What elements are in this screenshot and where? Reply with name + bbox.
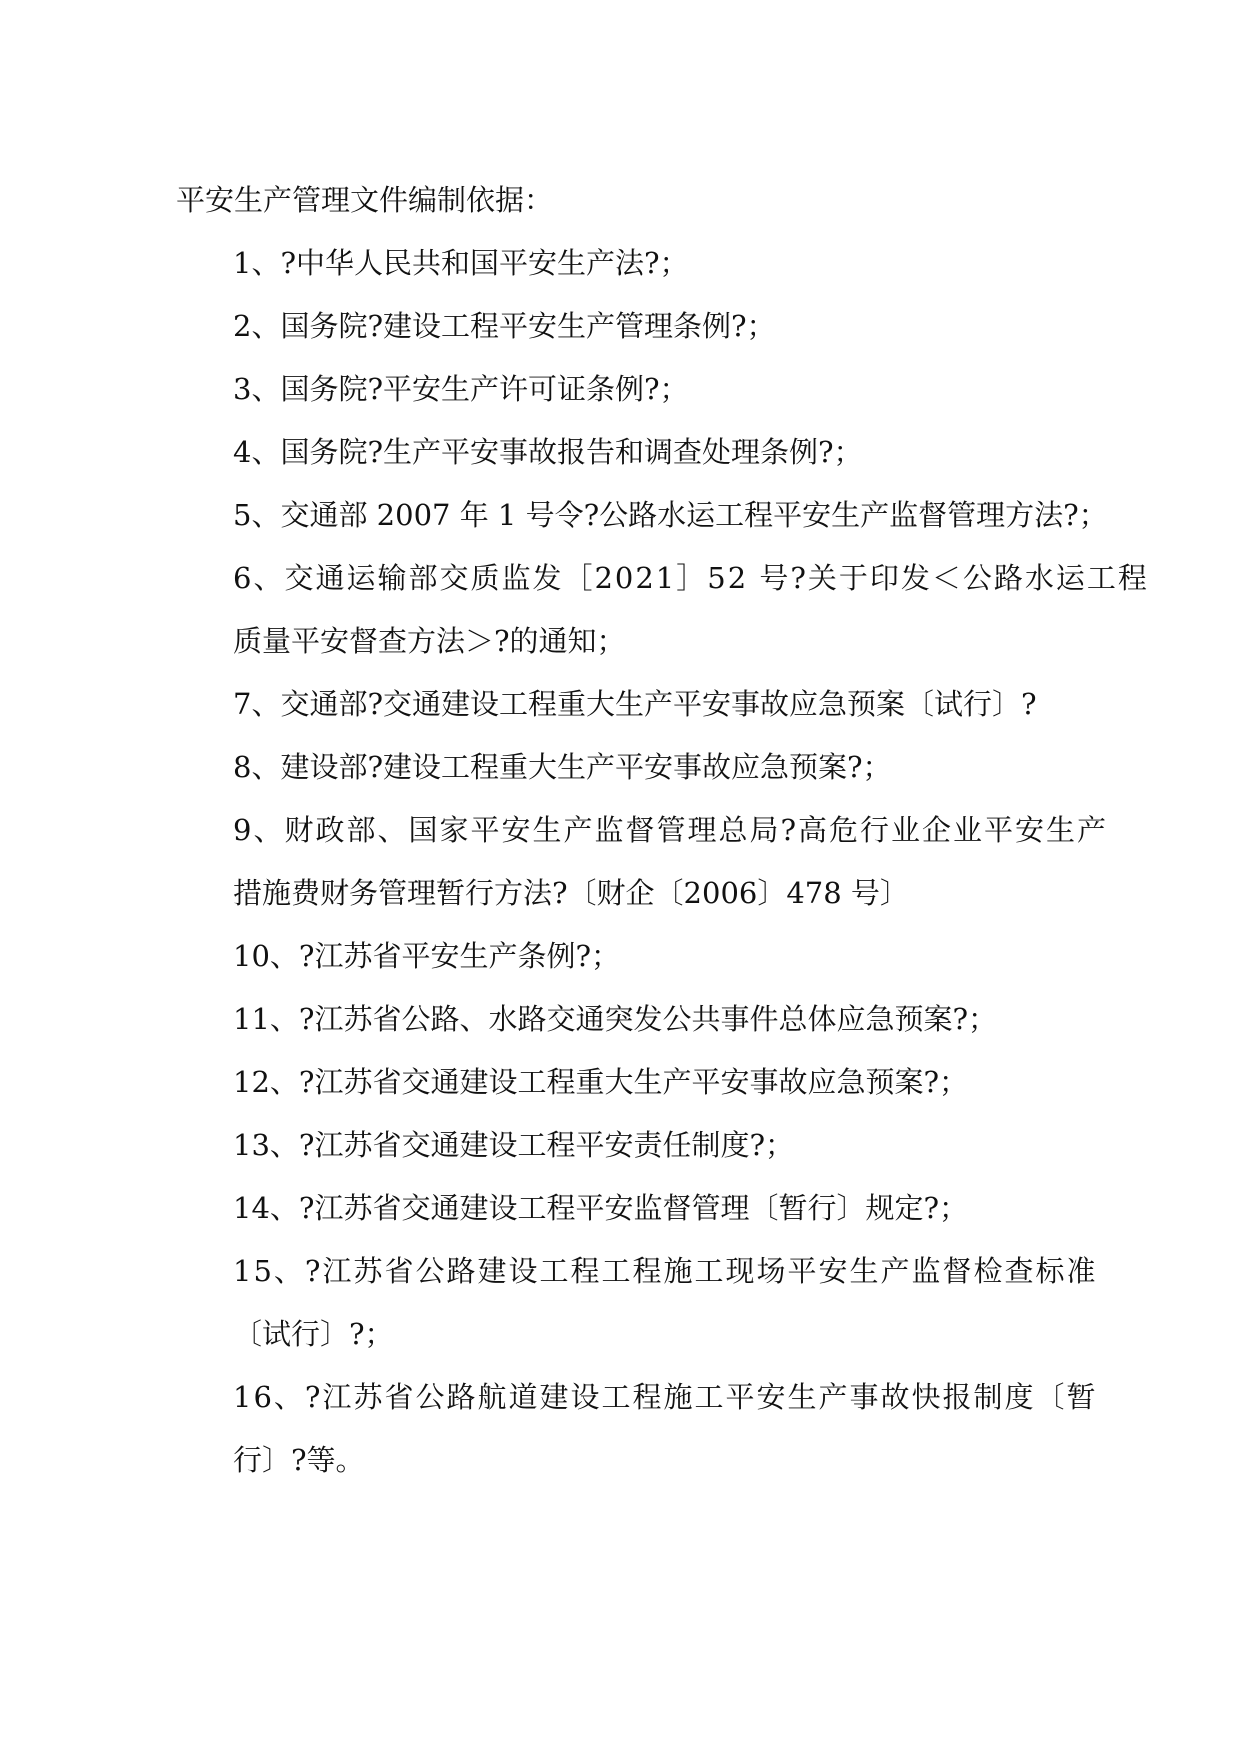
basis-item-6-line-1: 6、交通运输部交质监发［2021］52 号?关于印发＜公路水运工程 <box>233 561 1149 595</box>
basis-item-8: 8、建设部?建设工程重大生产平安事故应急预案?； <box>233 750 892 784</box>
basis-item-1: 1、?中华人民共和国平安生产法?； <box>233 246 689 280</box>
basis-item-16-line-2: 行〕?等。 <box>233 1443 365 1477</box>
basis-item-9-line-1: 9、财政部、国家平安生产监督管理总局?高危行业企业平安生产 <box>233 813 1108 847</box>
basis-item-7: 7、交通部?交通建设工程重大生产平安事故应急预案〔试行〕? <box>233 687 1037 721</box>
document-heading: 平安生产管理文件编制依据： <box>176 183 554 217</box>
basis-item-4: 4、国务院?生产平安事故报告和调查处理条例?； <box>233 435 863 469</box>
basis-item-15-line-1: 15、?江苏省公路建设工程工程施工现场平安生产监督检查标准 <box>233 1254 1098 1288</box>
basis-item-11: 11、?江苏省公路、水路交通突发公共事件总体应急预案?； <box>233 1002 997 1036</box>
basis-item-13: 13、?江苏省交通建设工程平安责任制度?； <box>233 1128 794 1162</box>
basis-item-10: 10、?江苏省平安生产条例?； <box>233 939 620 973</box>
basis-item-9-line-2: 措施费财务管理暂行方法?〔财企〔2006〕478 号〕 <box>233 876 909 910</box>
basis-item-5: 5、交通部 2007 年 1 号令?公路水运工程平安生产监督管理方法?； <box>233 498 1108 532</box>
basis-item-14: 14、?江苏省交通建设工程平安监督管理〔暂行〕规定?； <box>233 1191 968 1225</box>
basis-item-3: 3、国务院?平安生产许可证条例?； <box>233 372 689 406</box>
basis-item-2: 2、国务院?建设工程平安生产管理条例?； <box>233 309 776 343</box>
basis-item-16-line-1: 16、?江苏省公路航道建设工程施工平安生产事故快报制度〔暂 <box>233 1380 1098 1414</box>
basis-item-6-line-2: 质量平安督查方法＞?的通知； <box>233 624 626 658</box>
basis-item-15-line-2: 〔试行〕?； <box>233 1317 394 1351</box>
basis-item-12: 12、?江苏省交通建设工程重大生产平安事故应急预案?； <box>233 1065 968 1099</box>
